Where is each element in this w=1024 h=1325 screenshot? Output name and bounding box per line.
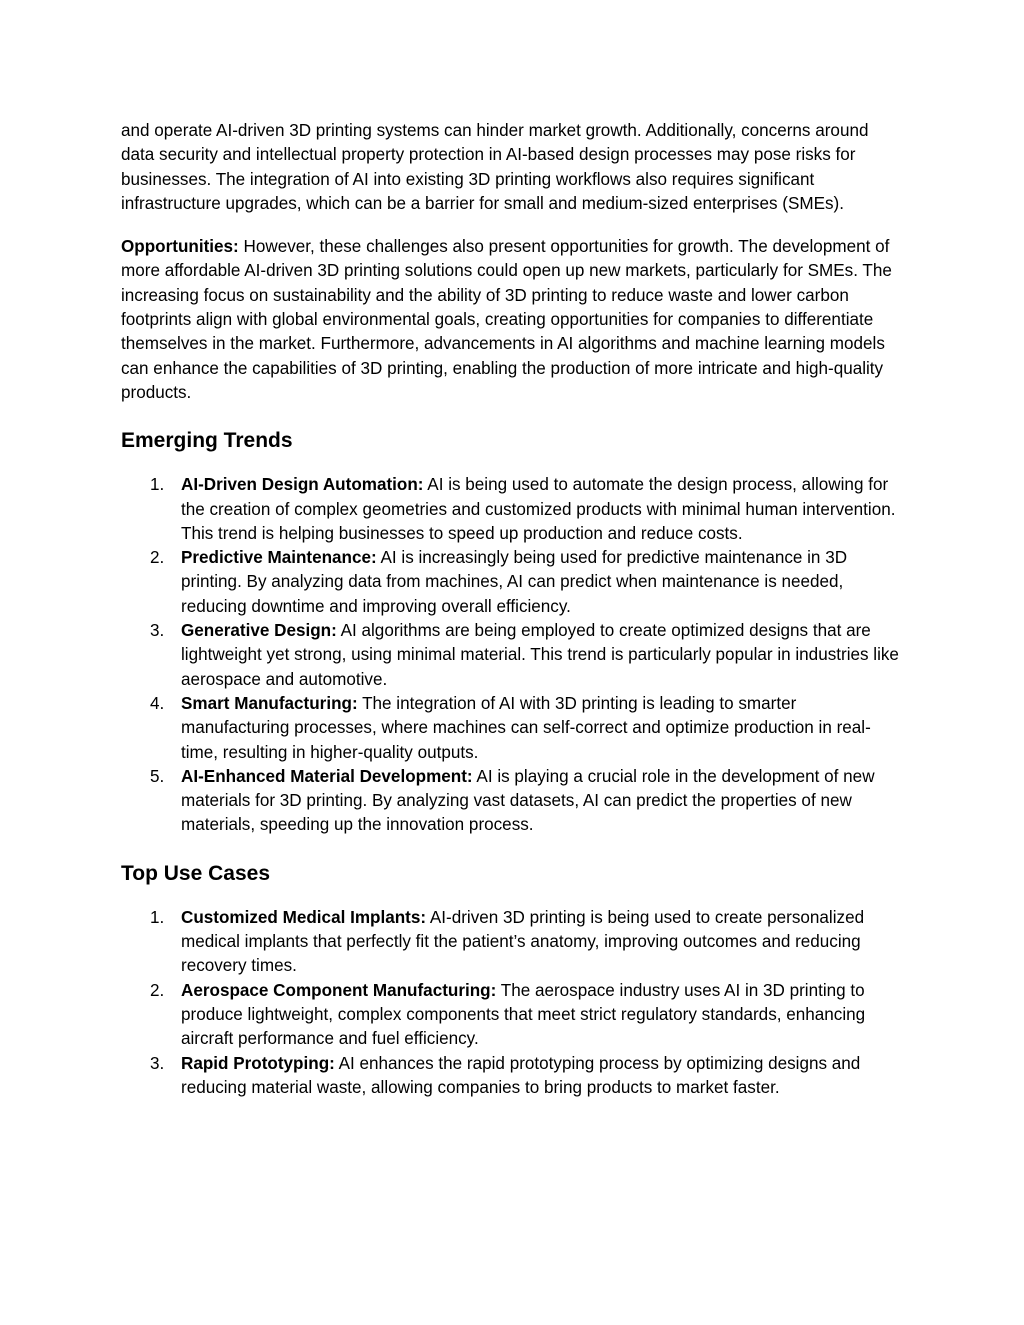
emerging-trends-heading: Emerging Trends <box>121 429 293 453</box>
list-item-text: AI algorithms are being employed to create optimized designs that are lightweight yet strong, using minimal material. This trend is particularly popular in industries like aerospace and automotive. <box>181 621 899 689</box>
list-item <box>121 619 906 692</box>
list-item <box>121 473 906 546</box>
list-number: 5. <box>150 766 165 786</box>
top-use-cases-list <box>121 906 906 1100</box>
top-use-cases-heading: Top Use Cases <box>121 861 270 885</box>
list-item-title: Generative Design: <box>181 621 337 641</box>
emerging-trends-list <box>121 473 906 837</box>
list-item-title: AI-Driven Design Automation: <box>181 475 424 495</box>
list-number: 2. <box>150 980 165 1000</box>
list-item-title: Predictive Maintenance: <box>181 548 377 568</box>
list-item-title: Rapid Prototyping: <box>181 1053 335 1073</box>
list-item <box>121 1052 906 1101</box>
list-item-text: AI is playing a crucial role in the development of new materials for 3D printing. By analyzing vast datasets, AI can predict the properties of new materials, speeding up the innovation process. <box>181 766 875 835</box>
list-item <box>121 979 906 1052</box>
list-number: 1. <box>150 475 165 495</box>
list-item-title: Aerospace Component Manufacturing: <box>181 980 497 1000</box>
list-item-text: AI is being used to automate the design process, allowing for the creation of complex geometries and customized products with minimal human intervention. This trend is helping businesses to speed up production and reduce costs. <box>181 475 896 543</box>
list-item-text: AI enhances the rapid prototyping process by optimizing designs and reducing material waste, allowing companies to bring products to market faster. <box>181 1053 861 1097</box>
list-item-text: The aerospace industry uses AI in 3D printing to produce lightweight, complex components that meet strict regulatory standards, enhancing aircraft performance and fuel efficiency. <box>181 980 866 1049</box>
list-number: 2. <box>150 548 165 568</box>
list-item-title: AI-Enhanced Material Development: <box>181 766 473 786</box>
list-item-title: Smart Manufacturing: <box>181 693 358 713</box>
list-item <box>121 546 906 619</box>
document-page <box>121 119 906 1100</box>
list-item-text: The integration of AI with 3D printing is leading to smarter manufacturing processes, where machines can self-correct and optimize production in real-time, resulting in higher-quality outputs. <box>181 693 871 762</box>
list-item-text: AI-driven 3D printing is being used to create personalized medical implants that perfectly fit the patient’s anatomy, improving outcomes and reducing recovery times. <box>181 907 865 976</box>
list-item-title: Customized Medical Implants: <box>181 907 427 927</box>
list-number: 4. <box>150 693 165 713</box>
opportunities-paragraph <box>121 235 906 405</box>
list-item-text: AI is increasingly being used for predictive maintenance in 3D printing. By analyzing data from machines, AI can predict when maintenance is needed, reducing downtime and improving overall efficiency. <box>181 548 848 616</box>
list-number: 3. <box>150 621 165 641</box>
opportunities-text: However, these challenges also present opportunities for growth. The development of more affordable AI-driven 3D printing solutions could open up new markets, particularly for SMEs. The increasing focus on sustainability and the ability of 3D printing to reduce waste and lower carbon footprints align with global environmental goals, creating opportunities for companies to differentiate themselves in the market. Furthermore, advancements in AI algorithms and machine learning models can enhance the capabilities of 3D printing, enabling the production of more intricate and high-quality products. <box>121 237 892 402</box>
list-item <box>121 765 906 838</box>
intro-paragraph: and operate AI-driven 3D printing systems can hinder market growth. Additionally, concerns around data security and intellectual property protection in AI-based design processes may pose risks for businesses. The integration of AI into existing 3D printing workflows also requires significant infrastructure upgrades, which can be a barrier for small and medium-sized enterprises (SMEs). <box>121 121 869 213</box>
list-number: 1. <box>150 907 165 927</box>
opportunities-label: Opportunities: <box>121 237 239 257</box>
list-item <box>121 692 906 765</box>
list-number: 3. <box>150 1053 165 1073</box>
list-item <box>121 906 906 979</box>
